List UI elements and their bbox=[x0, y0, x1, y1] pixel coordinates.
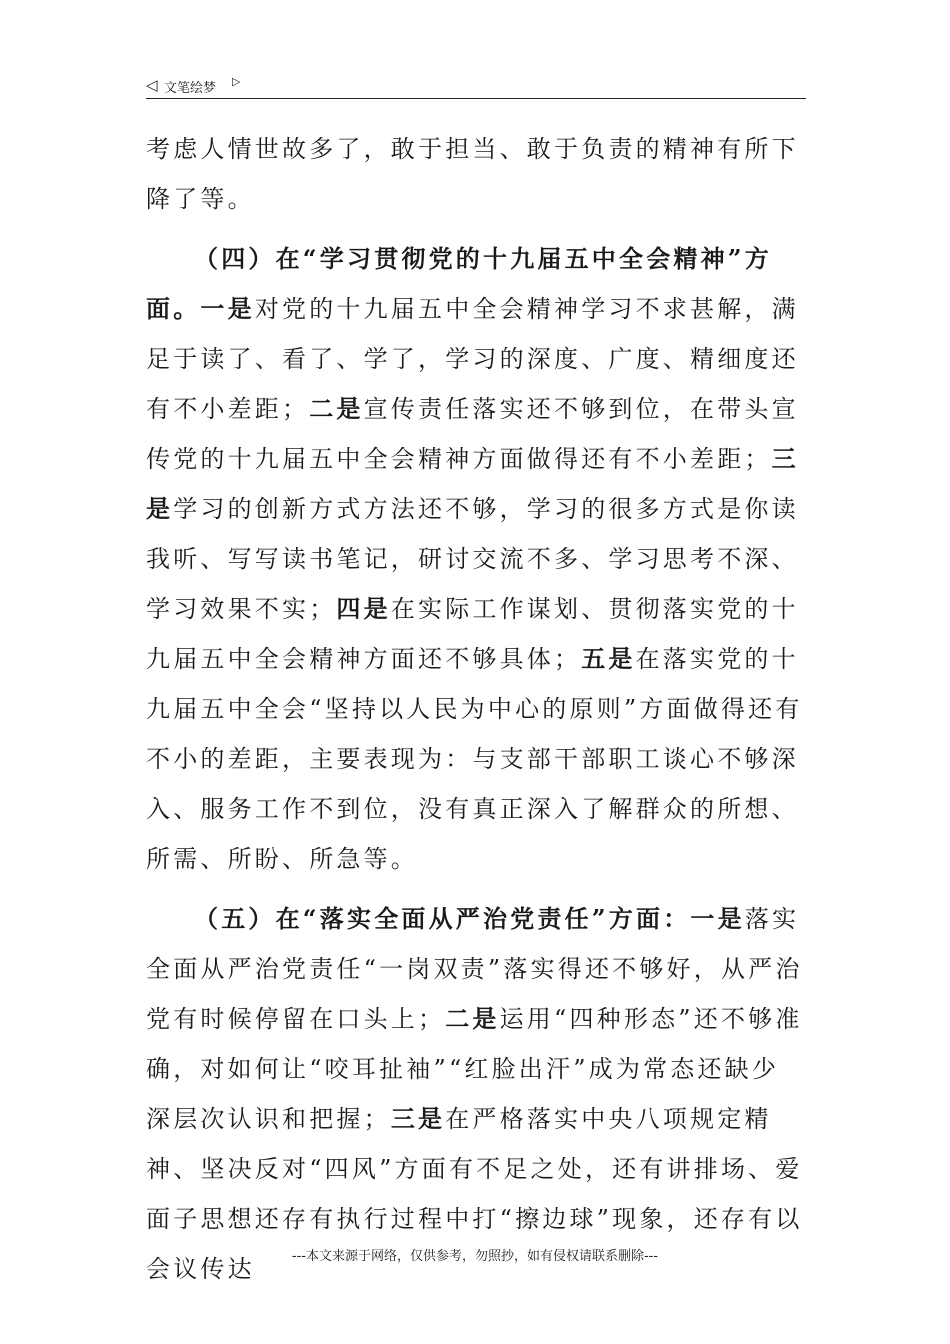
point-label: 二是 bbox=[445, 1004, 500, 1033]
point-text: 在落实党的十九届五中全会“坚持以人民为中心的原则”方面做得还有不小的差距，主要表现为：与支部干部职工谈心不够深入、服务工作不到位，没有真正深入了解群众的所想、所需、所盼、所急等。 bbox=[146, 645, 803, 873]
section-heading: （四）在“学习贯彻党的十九届五中全会精神”方面。 bbox=[146, 244, 773, 323]
point-text: 在实际工作谋划、贯彻落实党的十九届五中全会精神方面还不够具体； bbox=[146, 595, 799, 673]
point-text: 在严格落实中央八项规定精神、坚决反对“四风”方面有不足之处，还有讲排场、爱面子思想还存有执行过程中打“擦边球”现象，还存有以会议传达 bbox=[146, 1105, 803, 1283]
document-body bbox=[146, 124, 806, 1294]
paragraph-2 bbox=[146, 234, 806, 884]
paragraph-1 bbox=[146, 124, 806, 224]
point-label: 四是 bbox=[336, 594, 391, 623]
paragraph-text: 考虑人情世故多了，敢于担当、敢于负责的精神有所下降了等。 bbox=[146, 135, 799, 213]
point-text: 宣传责任落实还不够到位，在带头宣传党的十九届五中全会精神方面做得还有不小差距； bbox=[146, 395, 799, 473]
point-text: 对党的十九届五中全会精神学习不求甚解，满足于读了、看了、学了，学习的深度、广度、精细度还有不小差距； bbox=[146, 295, 799, 423]
page-header bbox=[146, 72, 806, 99]
header-title: 文笔绘梦 bbox=[164, 81, 217, 96]
point-label: 二是 bbox=[309, 394, 364, 423]
page-footer: ---本文来源于网络，仅供参考，勿照抄，如有侵权请联系删除--- bbox=[291, 1249, 659, 1264]
point-label: 一是 bbox=[690, 904, 745, 933]
point-label: 一是 bbox=[200, 294, 255, 323]
point-text: 落实全面从严治党责任“一岗双责”落实得还不够好，从严治党有时候停留在口头上； bbox=[146, 905, 803, 1033]
section-heading: （五）在“落实全面从严治党责任”方面： bbox=[194, 904, 691, 933]
point-label: 五是 bbox=[581, 644, 636, 673]
point-label: 三是 bbox=[146, 444, 799, 523]
point-text: 运用“四种形态”还不够准确，对如何让“咬耳扯袖”“红脸出汗”成为常态还缺少深层次认识和把握； bbox=[146, 1005, 803, 1133]
point-text: 学习的创新方式方法还不够，学习的很多方式是你读我听、写写读书笔记，研讨交流不多、学习思考不深、学习效果不实； bbox=[146, 495, 799, 623]
triangle-left-icon: ◁ bbox=[146, 76, 158, 94]
triangle-right-icon: ▷ bbox=[232, 75, 241, 88]
point-label: 三是 bbox=[390, 1104, 446, 1133]
paragraph-3 bbox=[146, 894, 806, 1294]
